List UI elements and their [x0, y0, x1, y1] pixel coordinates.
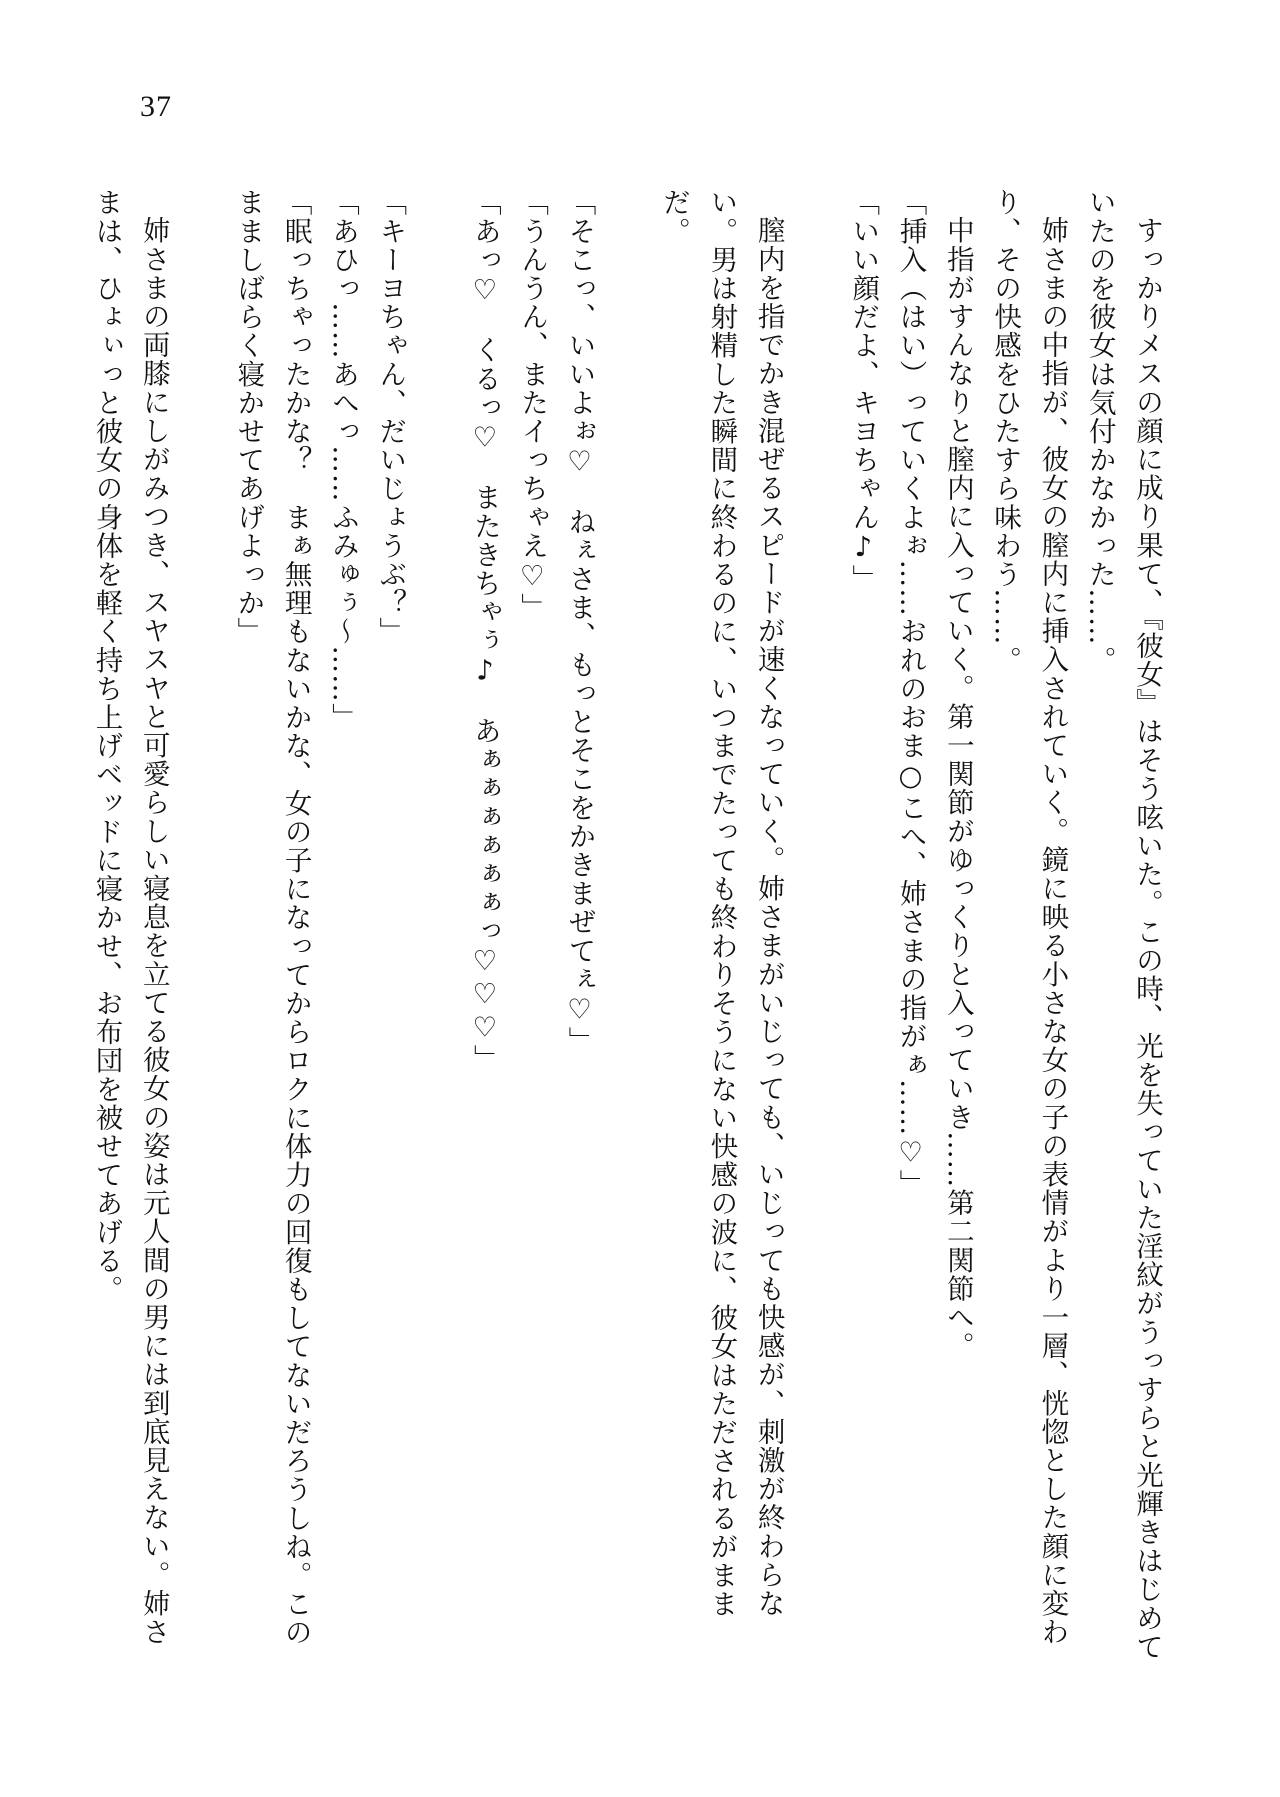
narration-paragraph: 姉さまの両膝にしがみつき、スヤスヤと可愛らしい寝息を立てる彼女の姿は元人間の男には到底見えない。姉さまは、ひょぃっと彼女の身体を軽く持ち上げベッドに寝かせ、お布団を被せてあげる。 — [90, 188, 170, 1646]
dialogue-line: 「眠っちゃったかな？ まぁ無理もないかな、女の子になってからロクに体力の回復もしてないだろうしね。このまましばらく寝かせてあげよっか」 — [232, 188, 312, 1647]
blank-line — [602, 188, 649, 1668]
dialogue-line: 「そこっ、いいよぉ♡ ねぇさま、もっとそこをかきまぜてぇ♡」 — [563, 188, 596, 1055]
dialogue-line: 「あひっ……あへっ……ふみゅぅ～……」 — [326, 188, 359, 732]
vertical-text — [82, 188, 1170, 1668]
narration-paragraph: 膣内を指でかき混ぜるスピードが速くなっていく。姉さまがいじっても、いじっても快感が、刺激が終わらない。男は射精した瞬間に終わるのに、いつまでたっても終わりそうにない快感の波に、彼女はただされるがままだ。 — [658, 188, 785, 1618]
page-number: 37 — [140, 90, 172, 123]
blank-line — [413, 188, 460, 1668]
dialogue-line: 「うんうん、またイっちゃえ♡」 — [516, 188, 549, 622]
narration-paragraph: すっかりメスの顔に成り果て、『彼女』はそう呟いた。この時、光を失っていた淫紋がうっすらと光輝きはじめていたのを彼女は気付かなかった……。 — [1083, 188, 1163, 1661]
narration-paragraph: 中指がすんなりと膣内に入っていく。第一関節がゆっくりと入っていき……第二関節へ。 — [941, 215, 974, 1360]
blank-line — [792, 188, 839, 1668]
dialogue-line: 「キーヨちゃん、だいじょうぶ？」 — [374, 188, 407, 646]
blank-line — [177, 188, 224, 1668]
dialogue-line: 「いい顔だよ、キヨちゃん♪」 — [847, 188, 880, 593]
dialogue-line: 「挿入（はい）っていくよぉ……おれのおま○こへ、姉さまの指がぁ……♡」 — [894, 188, 927, 1198]
narration-paragraph: 姉さまの中指が、彼女の膣内に挿入されていく。鏡に映る小さな女の子の表情がより一層、恍惚とした顔に変わり、その快感をひたすら味わう……。 — [989, 188, 1069, 1646]
body-text-block — [90, 188, 1170, 1688]
dialogue-line: 「あっ♡ くるっ♡ またきちゃぅ♪ あぁぁぁぁぁぁっ♡♡♡」 — [468, 188, 501, 1073]
